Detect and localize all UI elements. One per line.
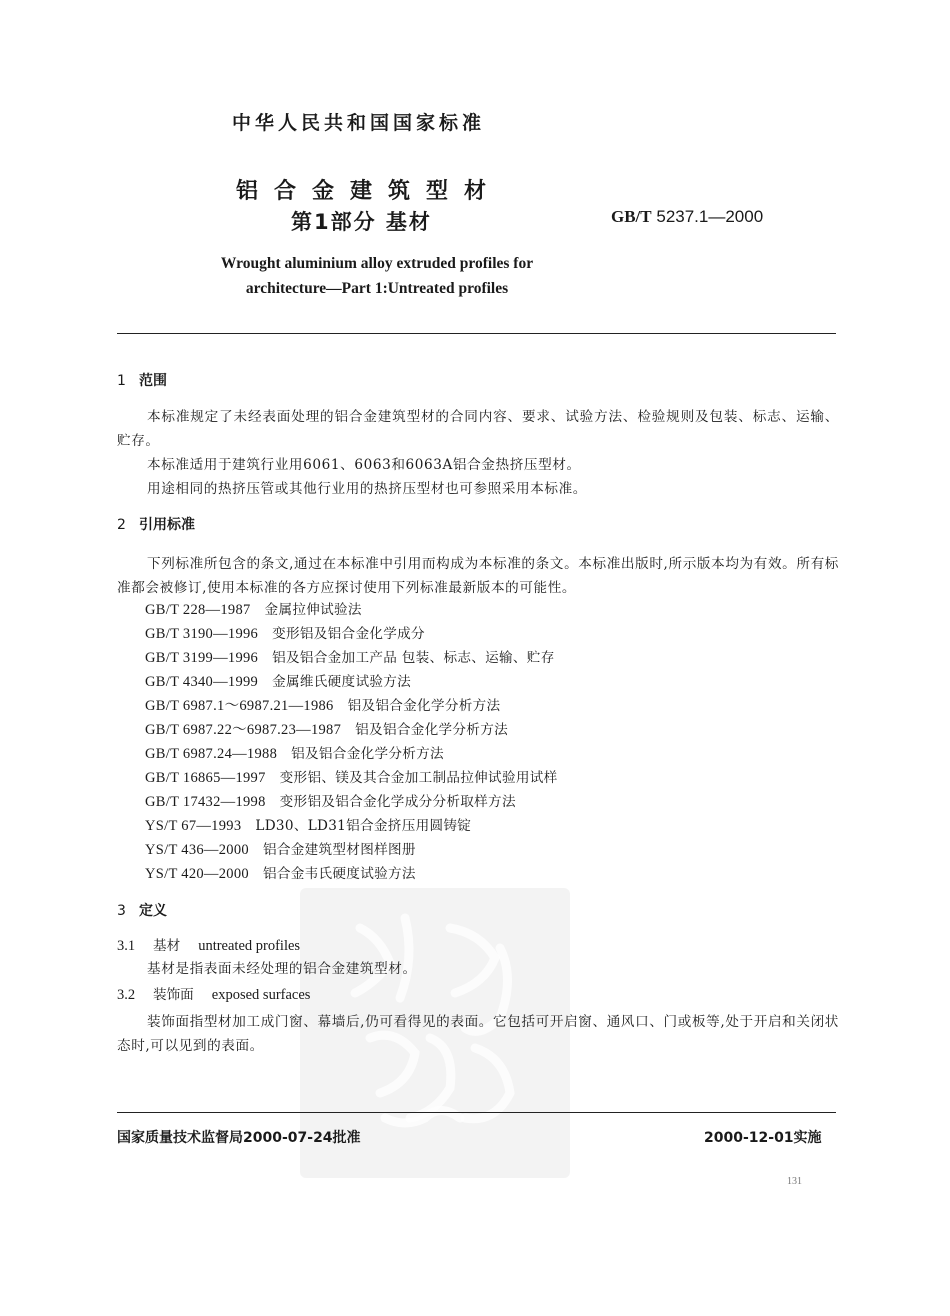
reference-item: GB/T 4340—1999 金属维氏硬度试验方法 [145, 674, 412, 690]
reference-item: GB/T 228—1987 金属拉伸试验法 [145, 602, 362, 618]
standard-prefix: GB/T [611, 207, 652, 226]
references-intro: 下列标准所包含的条文,通过在本标准中引用而构成为本标准的条文。本标准出版时,所示版本均为有效。所有标准都会被修订,使用本标准的各方应探讨使用下列标准最新版本的可能性。 [117, 556, 839, 596]
scope-paragraph-3: 用途相同的热挤压管或其他行业用的热挤压型材也可参照采用本标准。 [147, 481, 588, 497]
reference-item: GB/T 6987.24—1988 铝及铝合金化学分析方法 [145, 746, 444, 762]
reference-item: GB/T 16865—1997 变形铝、镁及其合金加工制品拉伸试验用试样 [145, 770, 558, 786]
approval-date: 国家质量技术监督局2000-07-24批准 [117, 1130, 361, 1146]
reference-item: GB/T 6987.22～6987.23—1987 铝及铝合金化学分析方法 [145, 722, 508, 738]
reference-item: YS/T 436—2000 铝合金建筑型材图样图册 [145, 842, 416, 858]
reference-item: GB/T 3190—1996 变形铝及铝合金化学成分 [145, 626, 425, 642]
definition-heading-exposed-surfaces: 3.2 装饰面 exposed surfaces [117, 987, 311, 1003]
scope-paragraph-1: 本标准规定了未经表面处理的铝合金建筑型材的合同内容、要求、试验方法、检验规则及包装、标志、运输、贮存。 [117, 409, 839, 449]
reference-item: YS/T 420—2000 铝合金韦氏硬度试验方法 [145, 866, 416, 882]
effective-date: 2000-12-01实施 [704, 1130, 822, 1146]
english-title-line1: Wrought aluminium alloy extruded profiles for [220, 255, 534, 272]
section-heading-definitions: 3 定义 [117, 903, 167, 919]
document-title-line2: 第1部分 基材 [291, 210, 432, 234]
page-number: 131 [787, 1176, 802, 1187]
reference-item: GB/T 6987.1～6987.21—1986 铝及铝合金化学分析方法 [145, 698, 501, 714]
english-title [206, 251, 548, 301]
reference-item: GB/T 17432—1998 变形铝及铝合金化学成分分析取样方法 [145, 794, 516, 810]
definition-text-exposed-surfaces: 装饰面指型材加工成门窗、幕墙后,仍可看得见的表面。它包括可开启窗、通风口、门或板等,处于开启和关闭状态时,可以见到的表面。 [117, 1014, 839, 1054]
scope-paragraph-2: 本标准适用于建筑行业用6061、6063和6063A铝合金热挤压型材。 [147, 457, 581, 473]
definition-text-untreated-profiles: 基材是指表面未经处理的铝合金建筑型材。 [147, 961, 417, 977]
reference-item: GB/T 3199—1996 铝及铝合金加工产品 包装、标志、运输、贮存 [145, 650, 555, 666]
country-standard-heading: 中华人民共和国国家标准 [232, 112, 486, 134]
section-heading-references: 2 引用标准 [117, 517, 195, 533]
section-heading-scope: 1 范围 [117, 373, 167, 389]
footer-divider [117, 1112, 836, 1113]
header-divider [117, 333, 836, 334]
standard-number [611, 207, 763, 227]
document-title-line1: 铝合金建筑型材 [236, 179, 503, 204]
standard-code: 5237.1—2000 [656, 207, 764, 226]
english-title-line2: architecture—Part 1:Untreated profiles [245, 280, 509, 297]
reference-item: YS/T 67—1993 LD30、LD31铝合金挤压用圆铸锭 [145, 818, 472, 834]
definition-heading-untreated-profiles: 3.1 基材 untreated profiles [117, 938, 301, 954]
